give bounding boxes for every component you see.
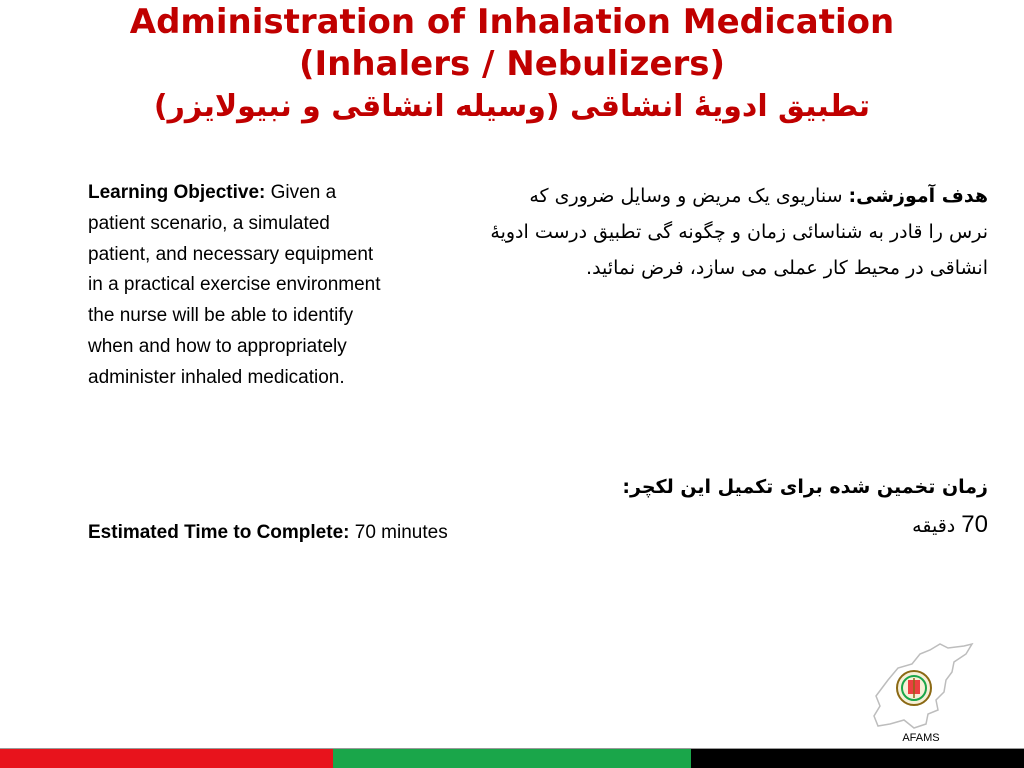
title-line-dari: تطبیق ادویۀ انشاقی (وسیله انشاقی و نبیولایزر)	[153, 89, 871, 124]
dari-time-label: زمان تخمین شده برای تکمیل این لکچر:	[622, 476, 988, 498]
objective-text: Given a patient scenario, a simulated patient, and necessary equipment in a practical exercise environment the nurse will be able to identify when and how to appropriately administer inhaled medication.	[88, 182, 381, 388]
afams-logo	[868, 640, 974, 734]
slide-title	[0, 0, 1024, 127]
flag-color-bar	[0, 748, 1024, 768]
estimated-time-english	[88, 518, 548, 548]
dari-objective-label: هدف آموزشی:	[848, 185, 988, 207]
time-value: 70 minutes	[349, 522, 448, 543]
logo-label: AFAMS	[902, 732, 940, 744]
learning-objective-dari	[488, 178, 988, 286]
objective-label: Learning Objective:	[88, 182, 266, 203]
flag-stripe-red	[0, 748, 333, 768]
dari-time-value: 70	[961, 511, 988, 538]
estimated-time-dari	[488, 468, 988, 545]
flag-stripe-green	[333, 748, 691, 768]
time-label: Estimated Time to Complete:	[88, 522, 350, 543]
learning-objective-english	[88, 178, 388, 394]
afghanistan-map-icon	[868, 640, 974, 734]
title-line-2: (Inhalers / Nebulizers)	[298, 44, 726, 84]
title-line-1: Administration of Inhalation Medication	[129, 2, 895, 42]
dari-time-unit: دقیقه	[912, 515, 962, 537]
flag-stripe-black	[691, 748, 1024, 768]
dari-objective-text: سناریوی یک مریض و وسایل ضروری که نرس را قادر به شناسائی زمان و چگونه گی تطبیق درست ادویۀ انشاقی در محیط کار عملی می سازد، فرض نمائید.	[490, 185, 988, 279]
